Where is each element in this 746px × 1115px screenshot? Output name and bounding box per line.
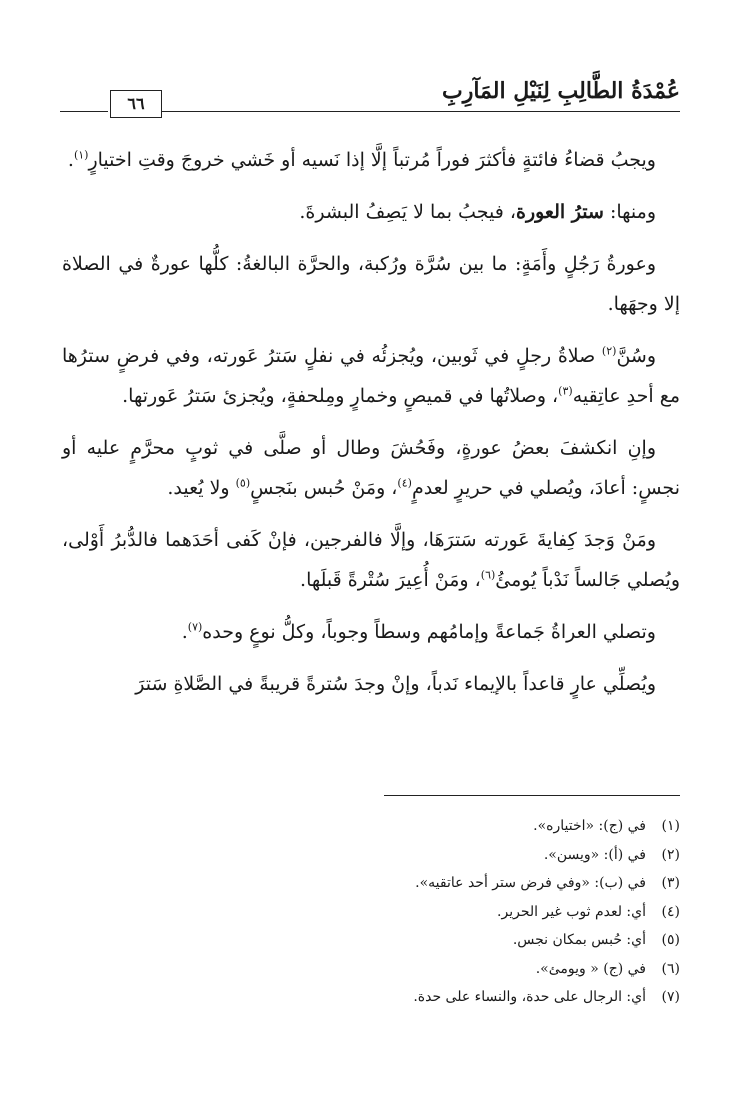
text-run: وسُنَّ (616, 345, 656, 367)
footnote-text: في (أ): «ويسن». (543, 846, 646, 863)
footnote (62, 983, 680, 1012)
text-run: ومنها: (603, 201, 656, 223)
text-run: ، فيجبُ بما لا يَصِفُ البشرةَ. (299, 201, 516, 223)
footnote-number: (٥) (661, 932, 680, 948)
footnote-number: (٧) (661, 989, 680, 1005)
footnote-text: في (ج): «اختياره». (533, 818, 646, 834)
footnote-ref: (١) (73, 148, 89, 162)
footnote-text: أي: لعدم ثوب غير الحرير. (497, 903, 646, 920)
text-run: ومَنْ وَجدَ كِفايةَ عَورته سَترَهَا، وإلَّا فالفرجين، فإنْ كَفى أحَدَهما فالدُّبرُ أَوْلى، ويُصلي جَالساً نَدْباً يُومئُ (62, 529, 680, 591)
footnote-text: أي: حُبس بمكان نجس. (512, 932, 646, 948)
footnote-text: في (ب): «وفي فرض ستر أحد عاتقيه». (415, 875, 646, 891)
footnote-ref: (٦) (480, 568, 496, 582)
footnote (62, 898, 680, 927)
footnote-number: (٤) (661, 903, 680, 920)
footnote-text: أي: الرجال على حدة، والنساء على حدة. (413, 989, 646, 1005)
footnote-ref: (٢) (601, 344, 617, 358)
text-run: ويُصلِّي عارٍ قاعداً بالإيماء نَدباً، وإنْ وجدَ سُترةً قريبةً في الصَّلاةِ سَترَ (135, 673, 656, 695)
paragraph (62, 192, 680, 232)
text-run: ولا يُعيد. (167, 477, 236, 499)
text-run: ، ومَنْ أُعِيرَ سُتْرةً قَبلَها. (300, 569, 481, 591)
text-run: ، ومَنْ حُبس بنَجسٍ (250, 477, 398, 499)
footnote (62, 955, 680, 984)
footnote (62, 841, 680, 870)
footnote-ref: (٧) (187, 620, 203, 634)
paragraph (62, 428, 680, 508)
paragraph (62, 664, 680, 704)
footnote-number: (٦) (661, 960, 680, 977)
footnotes-list (62, 812, 680, 1012)
footnote (62, 869, 680, 898)
paragraph (62, 612, 680, 652)
paragraph (62, 244, 680, 324)
paragraph (62, 336, 680, 416)
footnote-number: (١) (661, 818, 680, 834)
footnote-number: (٢) (661, 846, 680, 863)
text-run: . (181, 621, 188, 643)
paragraph (62, 140, 680, 180)
text-run: ويجبُ قضاءُ فائتةٍ فأكثرَ فوراً مُرتباً إلَّا إذا نَسيه أو خَشي خروجَ وقتِ اختيارٍ (88, 149, 656, 171)
text-run: وتصلي العراةُ جَماعةً وإمامُهم وسطاً وجوباً، وكلُّ نوعٍ وحده (202, 621, 656, 643)
text-run: وإنِ انكشفَ بعضُ عورةٍ، وفَحُشَ وطال أو صلَّى في ثوبٍ محرَّمٍ عليه أو نجسٍ: أعادَ، ويُصلي في حريرٍ لعدمٍ (62, 437, 680, 499)
text-run: صلاةُ رجلٍ في ثَوبين، ويُجزئُه في نفلٍ سَترُ عَورته، وفي فرضٍ سترُها مع أحدِ عاتِقيه (62, 345, 680, 407)
header-rule (138, 111, 680, 112)
footnote-text: في (ج) « ويومئ». (535, 960, 646, 977)
text-run: وعورةُ رَجُلٍ وأَمَةٍ: ما بين سُرَّة ورُكبة، والحرَّة البالغةُ: كلُّها عورةٌ في الصلاة إلا وجهَها. (62, 253, 680, 315)
book-title: عُمْدَةُ الطَّالِبِ لِنَيْلِ المَآرِبِ (442, 78, 680, 104)
footnote-separator (384, 795, 680, 796)
running-header (60, 78, 680, 118)
footnote-ref: (٣) (558, 384, 573, 398)
footnote-number: (٣) (661, 875, 680, 891)
text-run: ، وصلاتُها في قميصٍ وخمارٍ ومِلحفةٍ، ويُجزئ سَترُ عَورتها. (122, 385, 559, 407)
footnote-ref: (٥) (235, 476, 251, 490)
bold-heading-term: سترُ العورة (515, 201, 604, 223)
header-rule-short (60, 111, 108, 112)
paragraph (62, 520, 680, 600)
footnote (62, 812, 680, 841)
main-text (62, 140, 680, 704)
footnote-ref: (٤) (397, 476, 412, 490)
footnote (62, 926, 680, 955)
page-number: ٦٦ (110, 90, 162, 118)
text-run: . (67, 149, 74, 171)
